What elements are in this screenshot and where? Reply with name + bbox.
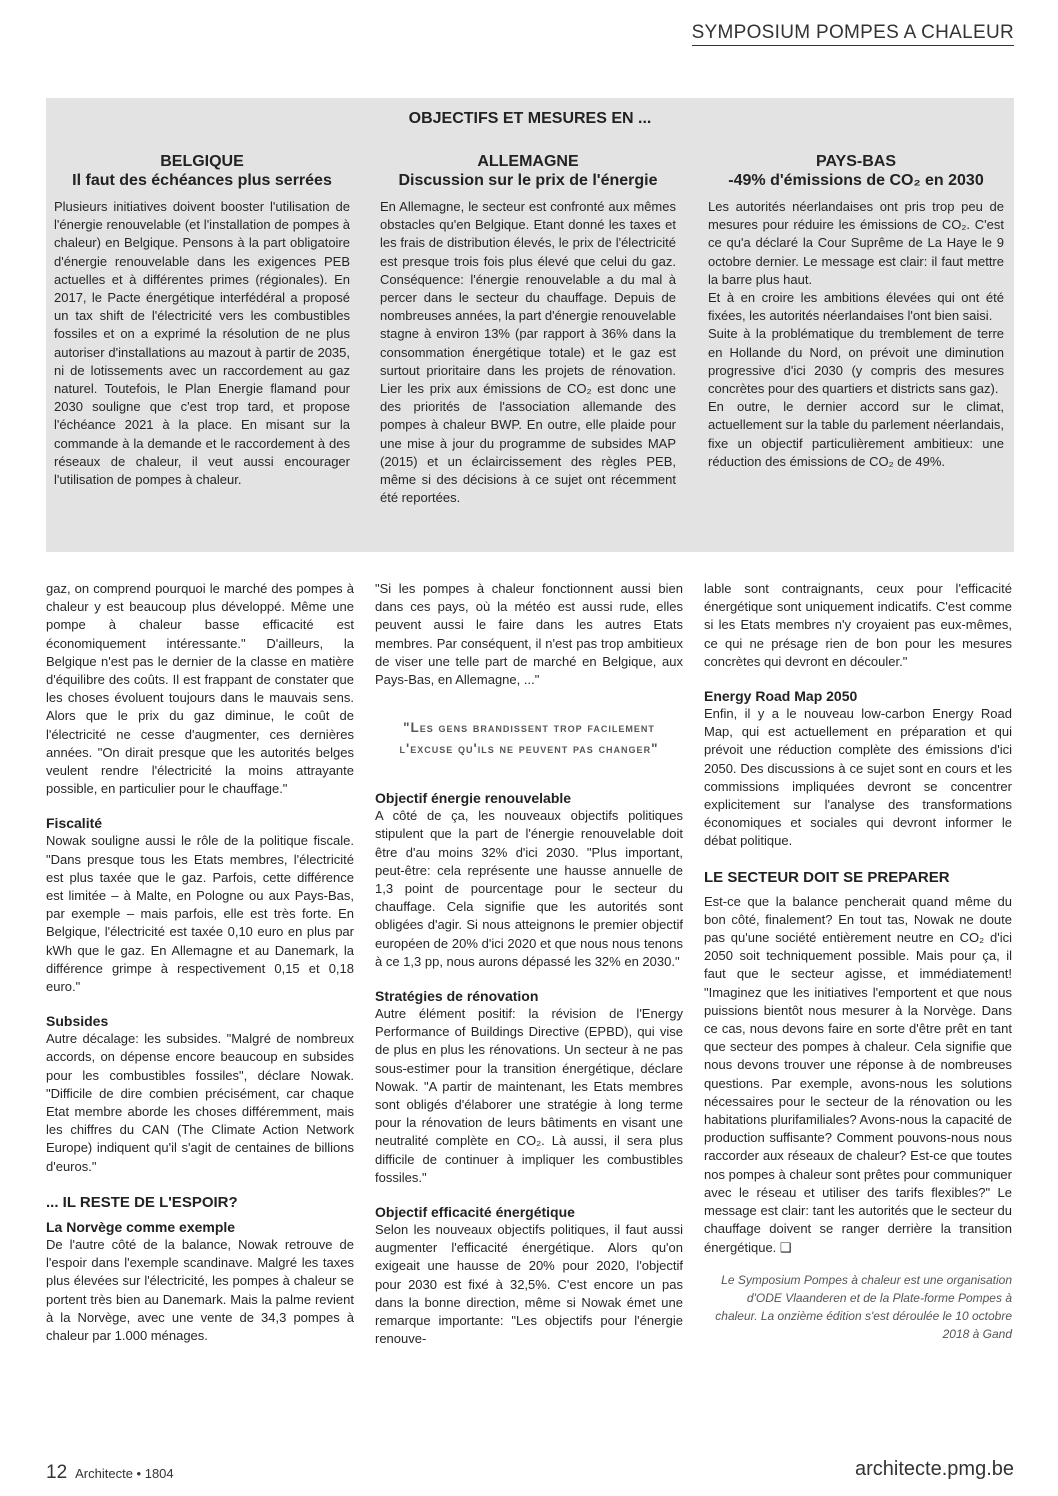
country-heading: BELGIQUE	[160, 153, 244, 170]
event-credit: Le Symposium Pompes à chaleur est une organisation d'ODE Vlaanderen et de la Plate-forme Pompes à chaleur. La onzième édition s'est déroulée le 10 octobre 2018 à Gand	[715, 1272, 1012, 1341]
box-title: OBJECTIFS ET MESURES EN ...	[408, 110, 652, 127]
country-heading: PAYS-BAS	[815, 153, 897, 170]
pull-quote: "Les gens brandissent trop facilement l'excuse qu'ils ne peuvent pas changer"	[399, 720, 659, 757]
body-paragraph: Autre décalage: les subsides. "Malgré de nombreux accords, on dépense encore beaucoup en subsides pour les combustibles fossiles", déclare Nowak. "Difficile de dire combien précisément, car chaque Etat membre aborde les choses différemment, mais les chiffres du CAN (The Climate Action Network Europe) indiquent qu'il s'agit de centaines de billions d'euros."	[46, 1031, 354, 1174]
country-subtitle: Discussion sur le prix de l'énergie	[398, 172, 658, 189]
country-text: Et à en croire les ambitions élevées qui ont été fixées, les autorités néerlandaises l'ont bien saisi.	[708, 290, 1004, 324]
objectives-box	[46, 98, 1014, 552]
box-column-belgium	[54, 152, 350, 489]
body-paragraph: Nowak souligne aussi le rôle de la politique fiscale. "Dans presque tous les Etats membres, l'électricité est plus taxée que le gaz. Parfois, cette différence est limitée – à Malte, en Pologne ou aux Pays-Bas, par exemple – mais parfois, elle est très forte. En Belgique, l'électricité est taxée 0,10 euro en plus par kWh que le gaz. En Allemagne et au Danemark, la différence grimpe à respectivement 0,15 et 0,18 euro."	[46, 833, 354, 995]
body-paragraph: Est-ce que la balance pencherait quand même du bon côté, finalement? En tout tas, Nowak ne doute pas qu'une société entièrement neutre en CO₂ d'ici 2050 soit techniquement possible. Mais pour ça, il faut que le secteur agisse, et immédiatement! "Imaginez que les initiatives l'emportent et que nous puissions bientôt nous mesurer à la Norvège. Dans ce cas, nous devons faire en sorte d'être prêt en tant que secteur des pompes à chaleur. Cela signifie que nous devons trouver une réponse à de nombreuses questions. Par exemple, avons-nous les solutions nécessaires pour le secteur de la rénovation ou les habitations plurifamiliales? Avons-nous la capacité de production suffisante? Comment pouvons-nous nous raccorder aux réseaux de chaleur? Est-ce que toutes nos pompes à chaleur sont prêtes pour communiquer avec le réseau et utiliser des tarifs flexibles?" Le message est clair: tant les autorités que le secteur du chauffage doivent se ranger derrière la transition énergétique. ❑	[704, 893, 1012, 1255]
country-subtitle: -49% d'émissions de CO₂ en 2030	[728, 172, 984, 189]
country-text: Suite à la problématique du tremblement de terre en Hollande du Nord, on prévoit une diminution progressive d'ici 2030 (y compris des mesures concrètes pour des quartiers et districts sans gaz).	[708, 326, 1004, 397]
country-text: Plusieurs initiatives doivent booster l'utilisation de l'énergie renouvelable (et l'installation de pompes à chaleur) en Belgique. Pensons à la part obligatoire d'énergie renouvelable dans les exigences PEB actuelles et à différentes primes (régionales). En 2017, le Pacte énergétique interfédéral a proposé un tax shift de l'électricité vers les combustibles fossiles et on a exprimé la résolution de ne plus autoriser d'installations au mazout à partir de 2035, ni de lotissements avec un raccordement au gaz naturel. Toutefois, le Plan Energie flamand pour 2030 souligne que c'est trop tard, et propose l'échéance 2021 à la place. En misant sur la commande à la demande et le raccordement à des réseaux de chaleur, il veut aussi encourager l'utilisation de pompes à chaleur.	[54, 199, 350, 488]
section-heading-espoir: ... IL RESTE DE L'ESPOIR?	[46, 1193, 238, 1211]
page-number: 12	[46, 1462, 68, 1483]
subheading-renovation: Stratégies de rénovation	[375, 988, 539, 1005]
magazine-issue: Architecte • 1804	[75, 1466, 174, 1481]
subheading-efficacite: Objectif efficacité énergétique	[375, 1204, 575, 1221]
page-footer	[46, 1462, 174, 1484]
article-column-1	[46, 580, 354, 1345]
country-heading: ALLEMAGNE	[477, 153, 579, 170]
subheading-fiscalite: Fiscalité	[46, 815, 103, 832]
website-link[interactable]: architecte.pmg.be	[855, 1458, 1014, 1480]
body-paragraph: A côté de ça, les nouveaux objectifs politiques stipulent que la part de l'énergie renouvelable doit être d'au moins 32% d'ici 2030. "Plus important, peut-être: cela représente une hausse annuelle de 1,3 point de pourcentage pour le secteur du chauffage. Cela signifie que les autorités sont obligées d'agir. Si nous atteignons le premier objectif européen de 20% d'ici 2020 et que nous nous tenons à ce 1,3 pp, nous aurons dépassé les 32% en 2030."	[375, 808, 683, 969]
country-subtitle: Il faut des échéances plus serrées	[72, 172, 332, 189]
body-paragraph: De l'autre côté de la balance, Nowak retrouve de l'espoir dans l'exemple scandinave. Malgré les taxes plus élevées sur l'électricité, les pompes à chaleur se portent très bien au Danemark. Mais la palme revient à la Norvège, avec une vente de 34,3 pompes à chaleur par 1.000 ménages.	[46, 1236, 354, 1343]
subheading-roadmap: Energy Road Map 2050	[704, 688, 858, 705]
country-text: En outre, le dernier accord sur le climat, actuellement sur la table du parlement néerlandais, fixe un objectif particulièrement ambitieux: une réduction des émissions de CO₂ de 49%.	[708, 399, 1004, 469]
box-column-germany	[380, 152, 676, 507]
subheading-norvege: La Norvège comme exemple	[46, 1218, 236, 1235]
country-text: Les autorités néerlandaises ont pris trop peu de mesures pour réduire les émissions de CO₂. C'est ce qu'a déclaré la Cour Suprême de La Haye le 9 octobre dernier. Le message est clair: il faut mettre la barre plus haut.	[708, 199, 1004, 287]
section-heading-secteur: LE SECTEUR DOIT SE PREPARER	[704, 868, 950, 886]
body-paragraph: "Si les pompes à chaleur fonctionnent aussi bien dans ces pays, où la météo est aussi rude, elles peuvent aussi le faire dans les autres Etats membres. Par conséquent, il n'est pas trop ambitieux de viser une telle part de marché en Belgique, aux Pays-Bas, en Allemagne, ..."	[375, 581, 683, 688]
subheading-renouvelable: Objectif énergie renouvelable	[375, 790, 572, 807]
body-paragraph: lable sont contraignants, ceux pour l'efficacité énergétique sont uniquement indicatifs. C'est comme si les Etats membres n'y croyaient pas eux-mêmes, ce qui ne présage rien de bon pour les mesures concrètes qui devront en découler."	[704, 581, 1012, 669]
country-text: En Allemagne, le secteur est confronté aux mêmes obstacles qu'en Belgique. Etant donné les taxes et les frais de distribution élevés, le prix de l'électricité est presque trois fois plus élevé que celui du gaz. Conséquence: l'énergie renouvelable a du mal à percer dans le secteur du chauffage. Depuis de nombreuses années, la part d'énergie renouvelable stagne à environ 13% (par rapport à 36% dans la consommation énergétique totale) et le gaz est surtout prioritaire dans les projets de rénovation. Lier les prix aux émissions de CO₂ est donc une des priorités de l'association allemande des pompes à chaleur BWP. En outre, elle plaide pour une mise à jour du programme de subsides MAP (2015) et un éclaircissement des règles PEB, même si des décisions à ce sujet ont récemment été reportées.	[380, 199, 676, 506]
section-header-title: SYMPOSIUM POMPES A CHALEUR	[692, 22, 1014, 46]
body-paragraph: Autre élément positif: la révision de l'Energy Performance of Buildings Directive (EPBD), qui vise de plus en plus les rénovations. Un secteur à ne pas sous-estimer pour la transition énergétique, déclare Nowak. "A partir de maintenant, les Etats membres sont obligés d'élaborer une stratégie à long terme pour la rénovation de leurs bâtiments en visant une neutralité complète en CO₂. Là aussi, il sera plus difficile de continuer à impliquer les combustibles fossiles."	[375, 1006, 683, 1185]
body-paragraph: Enfin, il y a le nouveau low-carbon Energy Road Map, qui est actuellement en préparation et qui prévoit une réduction complète des émissions d'ici 2050. Des discussions à ce sujet sont en cours et les commissions impliquées devront se concentrer explicitement sur l'analyse des transformations économiques et sociales qui devront informer le débat politique.	[704, 706, 1012, 849]
subheading-subsides: Subsides	[46, 1013, 109, 1030]
box-column-netherlands	[708, 152, 1004, 471]
article-column-3	[704, 580, 1012, 1343]
body-paragraph: Selon les nouveaux objectifs politiques, il faut aussi augmenter l'efficacité énergétique. Alors qu'on exigeait une hausse de 20% pour 2020, l'objectif pour 2030 est fixé à 32,5%. C'est encore un pas dans la bonne direction, même si Nowak émet une remarque importante: "Les objectifs pour l'énergie renouve-	[375, 1222, 683, 1347]
article-column-2	[375, 580, 683, 1349]
body-paragraph: gaz, on comprend pourquoi le marché des pompes à chaleur y est beaucoup plus développé. Même une pompe à chaleur basse efficacité est économiquement intéressante." D'ailleurs, la Belgique n'est pas le dernier de la classe en matière d'équilibre des coûts. Il est frappant de constater que les choses évoluent toujours dans le mauvais sens. Alors que le prix du gaz diminue, le coût de l'électricité ne cesse d'augmenter, ces dernières années. "On dirait presque que les autorités belges veulent rendre l'électricité la moins attrayante possible, en particulier pour le chauffage."	[46, 581, 354, 797]
